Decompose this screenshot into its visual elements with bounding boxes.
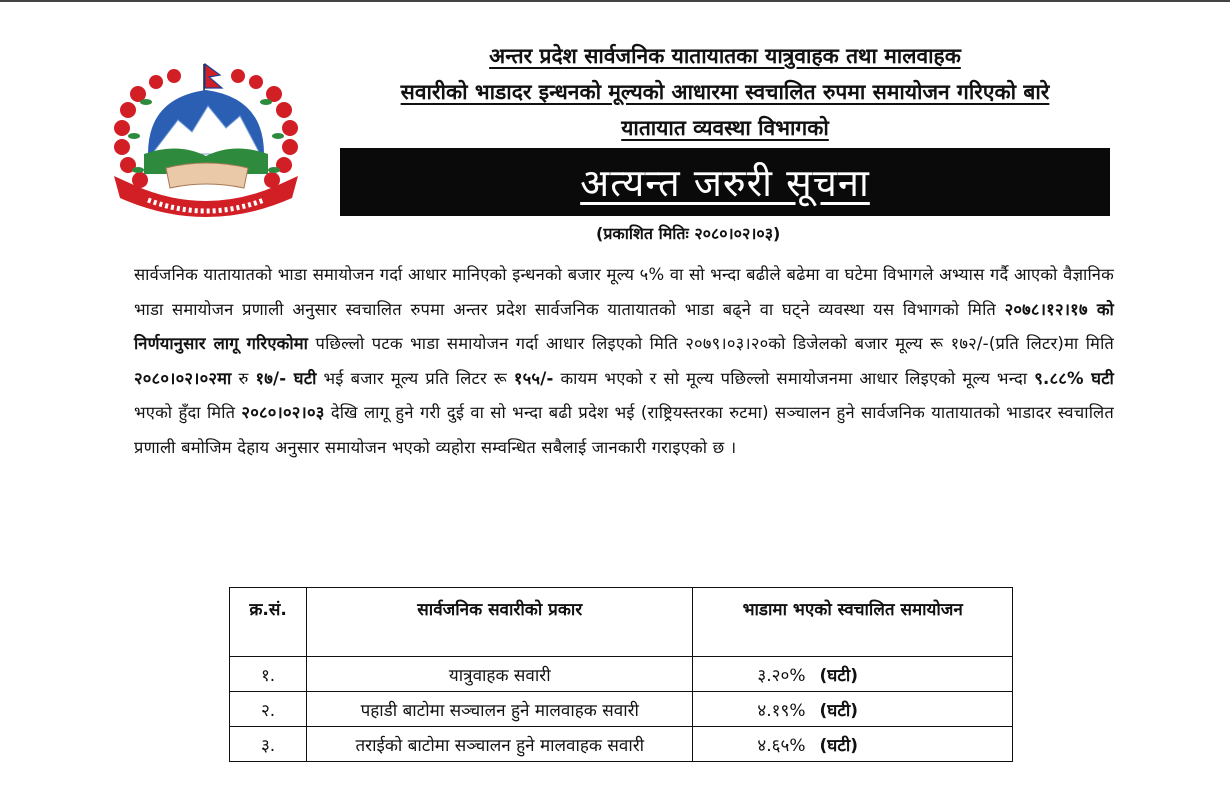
body-text: सार्वजनिक यातायातको भाडा समायोजन गर्दा आधार मानिएको इन्धनको बजार मूल्य ५% वा सो भन्दा बढीले बढेमा वा घटेमा विभागले अभ्यास गर्दै आएको वैज्ञानिक भाडा समायोजन प्रणाली अनुसार स्वचालित रुपमा अन्तर प्रदेश सार्वजनिक यातायातको भाडा बढ्ने वा घट्ने व्यवस्था यस विभागको मिति bbox=[134, 265, 1114, 319]
row-adjustment bbox=[693, 727, 1013, 762]
heading-line-3: यातायात व्यवस्था विभागको bbox=[621, 116, 829, 140]
row-serial: १. bbox=[230, 657, 307, 692]
row-adjustment bbox=[693, 657, 1013, 692]
body-bold-text: २०८०।०२।०३ bbox=[241, 403, 325, 423]
body-bold-text: १७/- घटी bbox=[255, 368, 317, 388]
header-adjustment: भाडामा भएको स्वचालित समायोजन bbox=[693, 588, 1013, 657]
adjustment-tag: (घटी) bbox=[819, 700, 859, 721]
header-vehicle-type: सार्वजनिक सवारीको प्रकार bbox=[307, 588, 693, 657]
fare-adjustment-table bbox=[229, 587, 1013, 762]
row-serial: २. bbox=[230, 692, 307, 727]
table-header-row bbox=[230, 588, 1013, 657]
body-bold-text: २०८०।०२।०२मा bbox=[134, 368, 232, 388]
body-bold-text: १५५/- bbox=[513, 368, 554, 388]
adjustment-value: ३.२०% bbox=[757, 665, 806, 686]
body-text: देखि लागू हुने गरी दुई वा सो भन्दा बढी प्रदेश भई (राष्ट्रियस्तरका रुटमा) सञ्चालन हुने सार्वजनिक यातायातको भाडादर स्वचालित प्रणाली बमोजिम देहाय अनुसार समायोजन भएको व्यहोरा सम्वन्धित सबैलाई जानकारी गराइएको छ । bbox=[134, 403, 1114, 457]
body-bold-text: ९.८८% घटी bbox=[1034, 368, 1114, 388]
urgent-notice-title: अत्यन्त जरुरी सूचना bbox=[340, 148, 1110, 216]
body-text: कायम भएको र सो मूल्य पछिल्लो समायोजनमा आधार लिइएको मूल्य भन्दा bbox=[553, 368, 1035, 388]
row-adjustment bbox=[693, 692, 1013, 727]
notice-body-paragraph bbox=[134, 258, 1114, 466]
row-vehicle-type: यात्रुवाहक सवारी bbox=[307, 657, 693, 692]
heading-line-2: सवारीको भाडादर इन्धनको मूल्यको आधारमा स्वचालित रुपमा समायोजन गरिएको बारे bbox=[400, 80, 1050, 104]
body-text: भई बजार मूल्य प्रति लिटर रू bbox=[316, 368, 514, 388]
table-row bbox=[230, 692, 1013, 727]
nepal-emblem-icon bbox=[108, 58, 304, 228]
adjustment-tag: (घटी) bbox=[819, 735, 859, 756]
adjustment-value: ४.१९% bbox=[757, 700, 806, 721]
row-vehicle-type: तराईको बाटोमा सञ्चालन हुने मालवाहक सवारी bbox=[307, 727, 693, 762]
adjustment-tag: (घटी) bbox=[819, 665, 859, 686]
published-date: (प्रकाशित मितिः २०८०।०२।०३) bbox=[596, 224, 781, 243]
heading-line-1: अन्तर प्रदेश सार्वजनिक यातायातका यात्रुवाहक तथा मालवाहक bbox=[489, 44, 961, 68]
body-text: रु bbox=[231, 368, 256, 388]
row-vehicle-type: पहाडी बाटोमा सञ्चालन हुने मालवाहक सवारी bbox=[307, 692, 693, 727]
adjustment-value: ४.६५% bbox=[757, 735, 806, 756]
top-border bbox=[0, 0, 1230, 2]
row-serial: ३. bbox=[230, 727, 307, 762]
body-text: पछिल्लो पटक भाडा समायोजन गर्दा आधार लिइएको मिति २०७९।०३।२०को डिजेलको बजार मूल्य रू १७२/-(प्रति लिटर)मा मिति bbox=[308, 334, 1114, 354]
table-row bbox=[230, 657, 1013, 692]
table-row bbox=[230, 727, 1013, 762]
notice-heading bbox=[330, 38, 1120, 146]
body-bold-text: २०७८।१२।१७ को निर्णयानुसार लागू गरिएकोमा bbox=[134, 299, 1114, 354]
header-serial: क्र.सं. bbox=[230, 588, 307, 657]
body-text: भएको हुँदा मिति bbox=[134, 403, 242, 423]
